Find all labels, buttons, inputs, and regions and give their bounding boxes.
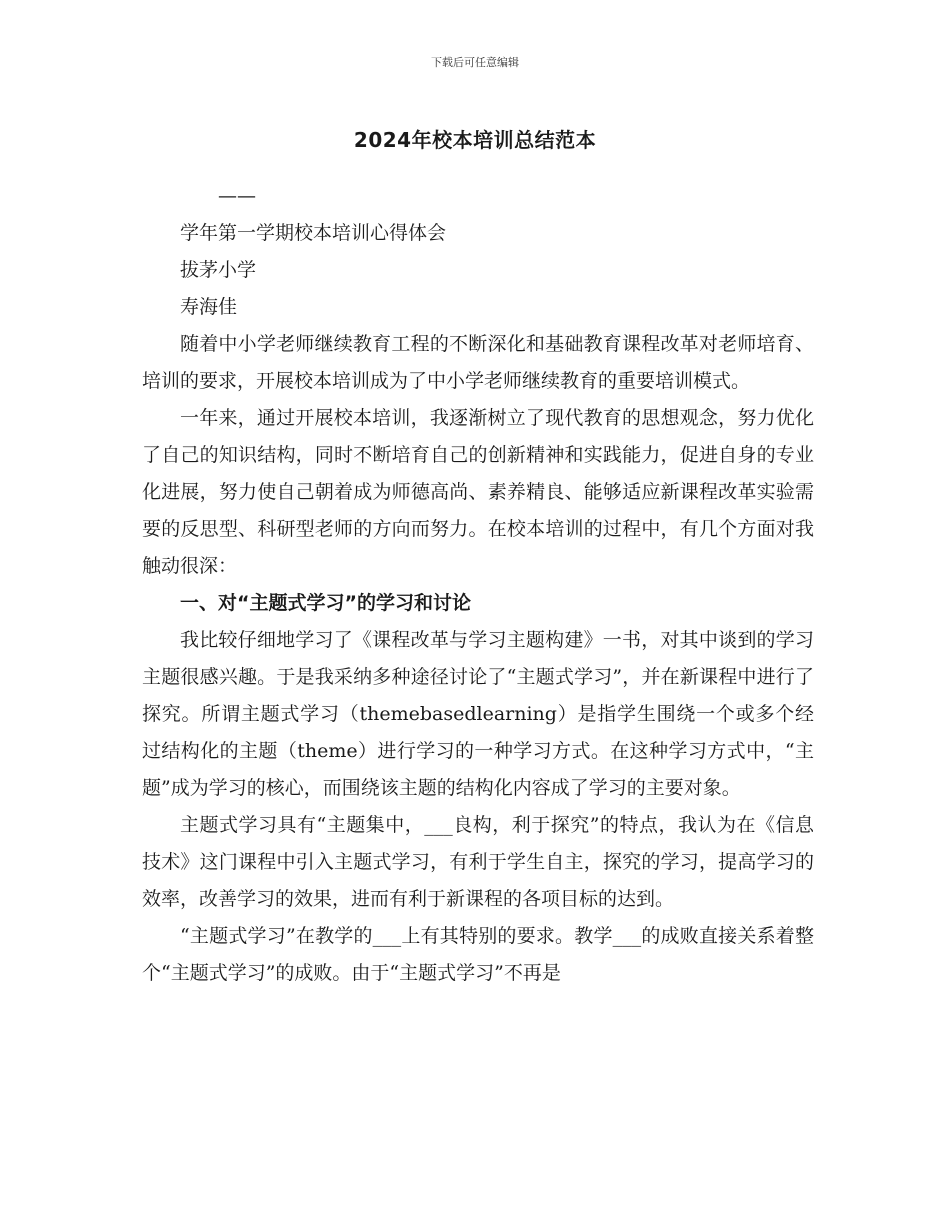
- paragraph-3: 我比较仔细地学习了《课程改革与学习主题构建》一书，对其中谈到的学习主题很感兴趣。于是我采纳多种途径讨论了“主题式学习”，并在新课程中进行了探究。所谓主题式学习（themebasedlearning）是指学生围绕一个或多个经过结构化的主题（theme）进行学习的一种学习方式。在这种学习方式中，“主题”成为学习的核心，而围绕该主题的结构化内容成了学习的主要对象。: [142, 629, 814, 799]
- section-heading-1: 一、对“主题式学习”的学习和讨论: [180, 592, 471, 614]
- document-title: 2024年校本培训总结范本: [353, 128, 597, 152]
- school-name: 拔茅小学: [180, 259, 257, 281]
- author-name: 寿海佳: [180, 296, 238, 318]
- subtitle-line: 学年第一学期校本培训心得体会: [180, 222, 447, 244]
- document-body: [142, 178, 814, 992]
- paragraph-1: 随着中小学老师继续教育工程的不断深化和基础教育课程改革对老师培育、培训的要求，开展校本培训成为了中小学老师继续教育的重要培训模式。: [142, 333, 814, 392]
- paragraph-2: 一年来，通过开展校本培训，我逐渐树立了现代教育的思想观念，努力优化了自己的知识结构，同时不断培育自己的创新精神和实践能力，促进自身的专业化进展，努力使自己朝着成为师德高尚、素养精良、能够适应新课程改革实验需要的反思型、科研型老师的方向而努力。在校本培训的过程中，有几个方面对我触动很深：: [142, 407, 814, 577]
- header-note: 下载后可任意编辑: [431, 56, 519, 69]
- dash-line: ——: [218, 185, 256, 207]
- paragraph-5: “主题式学习”在教学的___上有其特别的要求。教学___的成败直接关系着整个“主题式学习”的成败。由于“主题式学习”不再是: [142, 925, 814, 984]
- paragraph-4: 主题式学习具有“主题集中，___良构，利于探究”的特点，我认为在《信息技术》这门课程中引入主题式学习，有利于学生自主，探究的学习，提高学习的效率，改善学习的效果，进而有利于新课程的各项目标的达到。: [142, 814, 814, 910]
